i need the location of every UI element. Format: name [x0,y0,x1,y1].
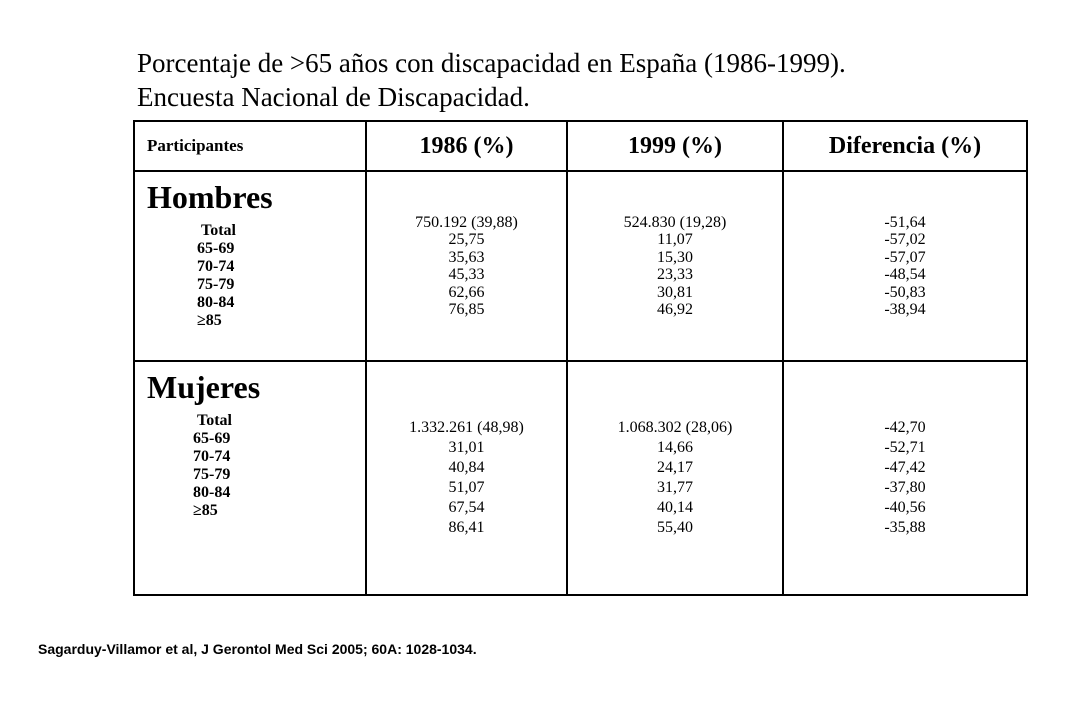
title-line-2: Encuesta Nacional de Discapacidad. [137,82,530,112]
value: 23,33 [657,266,693,283]
value: 67,54 [448,499,485,516]
table-row-men [134,171,1027,361]
value: 51,07 [448,479,485,496]
slide-title [137,46,1037,114]
men-1986-cell [366,171,567,361]
value: -40,56 [884,499,926,516]
value: -48,54 [884,266,926,283]
value: -57,07 [884,248,926,266]
header-1999: 1999 (%) [567,121,783,171]
age-label: ≥85 [193,502,218,519]
value: 55,40 [657,519,693,536]
age-label: 80-84 [193,484,231,501]
header-participants: Participantes [134,121,366,171]
value: 14,66 [657,439,693,456]
value: 40,14 [657,499,693,516]
value: 31,77 [657,479,693,496]
value: -47,42 [884,459,926,476]
age-label: 70-74 [193,448,231,465]
men-age-labels [147,222,365,330]
value: 62,66 [448,283,485,301]
header-1986: 1986 (%) [366,121,567,171]
value: -35,88 [884,519,926,536]
table-header-row [134,121,1027,171]
age-label: 75-79 [197,276,235,293]
women-age-labels [147,412,365,520]
value: 35,63 [448,248,485,266]
value: 750.192 (39,88) [415,213,518,231]
age-label: ≥85 [197,312,222,329]
value: -37,80 [884,479,926,496]
value: 86,41 [448,519,485,536]
women-label-cell [134,361,366,595]
value: 1.068.302 (28,06) [617,419,733,436]
value: 31,01 [448,439,485,456]
men-label-cell [134,171,366,361]
group-title-men: Hombres [147,179,273,215]
men-1999-cell [567,171,783,361]
value: 76,85 [448,301,485,318]
value: 46,92 [657,301,693,318]
age-label: 80-84 [197,294,235,311]
value: 15,30 [657,248,693,266]
age-label: 70-74 [197,258,235,275]
women-1999-cell [567,361,783,595]
header-difference: Diferencia (%) [783,121,1027,171]
value: -50,83 [884,283,926,301]
value: -42,70 [884,419,926,436]
value: 25,75 [448,231,485,248]
disability-table [133,120,1028,596]
group-title-women: Mujeres [147,369,261,405]
citation: Sagarduy-Villamor et al, J Gerontol Med Sci 2005; 60A: 1028-1034. [38,641,477,657]
value: 45,33 [448,266,485,283]
age-label: Total [197,412,232,429]
women-1986-cell [366,361,567,595]
men-difference-cell [783,171,1027,361]
age-label: 65-69 [197,240,235,257]
age-label: 65-69 [193,430,231,447]
value: -52,71 [884,439,926,456]
value: 24,17 [657,459,693,476]
value: -38,94 [884,301,926,318]
age-label: 75-79 [193,466,231,483]
title-line-1: Porcentaje de >65 años con discapacidad en España (1986-1999). [137,48,846,78]
women-difference-cell [783,361,1027,595]
value: -57,02 [884,231,926,248]
value: 1.332.261 (48,98) [409,419,524,436]
table-row-women [134,361,1027,595]
value: 40,84 [448,459,485,476]
age-label: Total [201,222,236,239]
value: 30,81 [657,283,693,301]
value: 524.830 (19,28) [623,213,727,231]
value: -51,64 [884,213,926,231]
value: 11,07 [657,231,693,248]
